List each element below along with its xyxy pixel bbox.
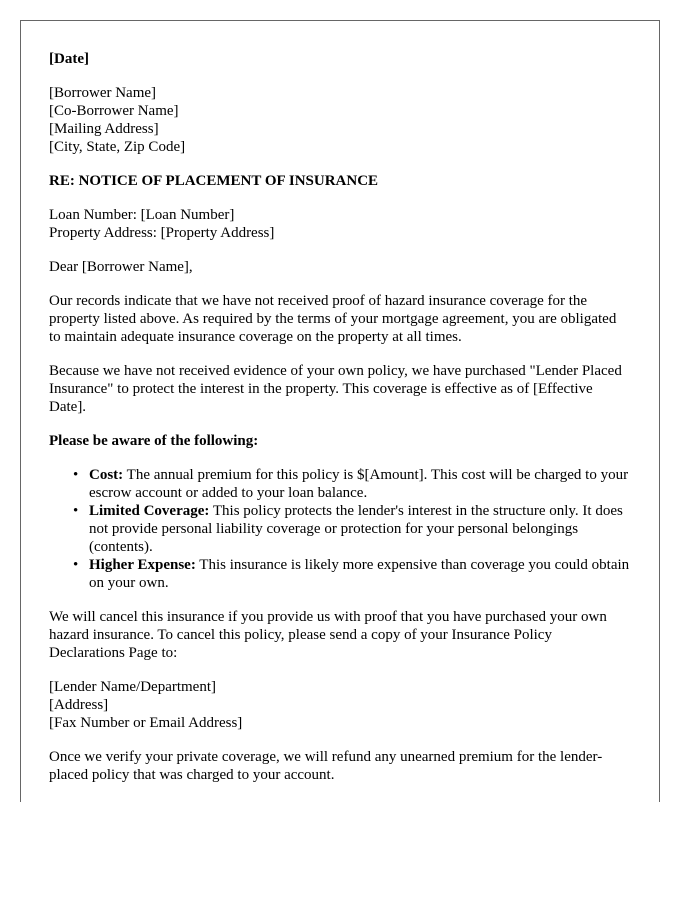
borrower-name: [Borrower Name] — [49, 85, 157, 101]
send-to-block — [49, 678, 631, 732]
mailing-address: [Mailing Address] — [49, 121, 159, 137]
paragraph-purchase: Because we have not received evidence of your own policy, we have purchased "Lender Placed Insurance" to protect the interest in the property. This coverage is effective as of [Effective Date]. — [49, 363, 622, 415]
bullet-icon: • — [73, 467, 79, 483]
lender-address: [Address] — [49, 697, 109, 713]
higher-expense-term: Higher Expense: — [89, 557, 196, 573]
recipient-address-block — [49, 84, 631, 156]
property-address: Property Address: [Property Address] — [49, 225, 275, 241]
letter-page — [20, 20, 660, 802]
cost-text: The annual premium for this policy is $[Amount]. This cost will be charged to your escrow account or added to your loan balance. — [89, 467, 629, 501]
city-state-zip: [City, State, Zip Code] — [49, 139, 186, 155]
limited-coverage-term: Limited Coverage: — [89, 503, 210, 519]
paragraph-records: Our records indicate that we have not received proof of hazard insurance coverage for the property listed above. As required by the terms of your mortgage agreement, you are obligated to maintain adequate insurance coverage on the property at all times. — [49, 293, 617, 345]
letter-date: [Date] — [49, 51, 89, 67]
bullet-icon: • — [73, 557, 79, 573]
paragraph-cancel: We will cancel this insurance if you provide us with proof that you have purchased your own hazard insurance. To cancel this policy, please send a copy of your Insurance Policy Declarations Page to: — [49, 609, 607, 661]
lender-department: [Lender Name/Department] — [49, 679, 216, 695]
salutation: Dear [Borrower Name], — [49, 259, 193, 275]
higher-expense-text: This insurance is likely more expensive than coverage you could obtain on your own. — [89, 557, 630, 591]
loan-number: Loan Number: [Loan Number] — [49, 207, 235, 223]
cost-term: Cost: — [89, 467, 124, 483]
list-item-limited-coverage — [73, 502, 631, 556]
list-item-higher-expense — [73, 556, 631, 592]
co-borrower-name: [Co-Borrower Name] — [49, 103, 179, 119]
fax-or-email: [Fax Number or Email Address] — [49, 715, 243, 731]
subject-line: RE: NOTICE OF PLACEMENT OF INSURANCE — [49, 173, 379, 189]
limited-coverage-text: This policy protects the lender's interest in the structure only. It does not provide personal liability coverage or protection for your personal belongings (contents). — [89, 503, 623, 555]
aware-heading: Please be aware of the following: — [49, 433, 259, 449]
terms-list — [49, 466, 631, 592]
paragraph-refund: Once we verify your private coverage, we will refund any unearned premium for the lender-placed policy that was charged to your account. — [49, 749, 603, 783]
list-item-cost — [73, 466, 631, 502]
loan-details — [49, 206, 631, 242]
bullet-icon: • — [73, 503, 79, 519]
